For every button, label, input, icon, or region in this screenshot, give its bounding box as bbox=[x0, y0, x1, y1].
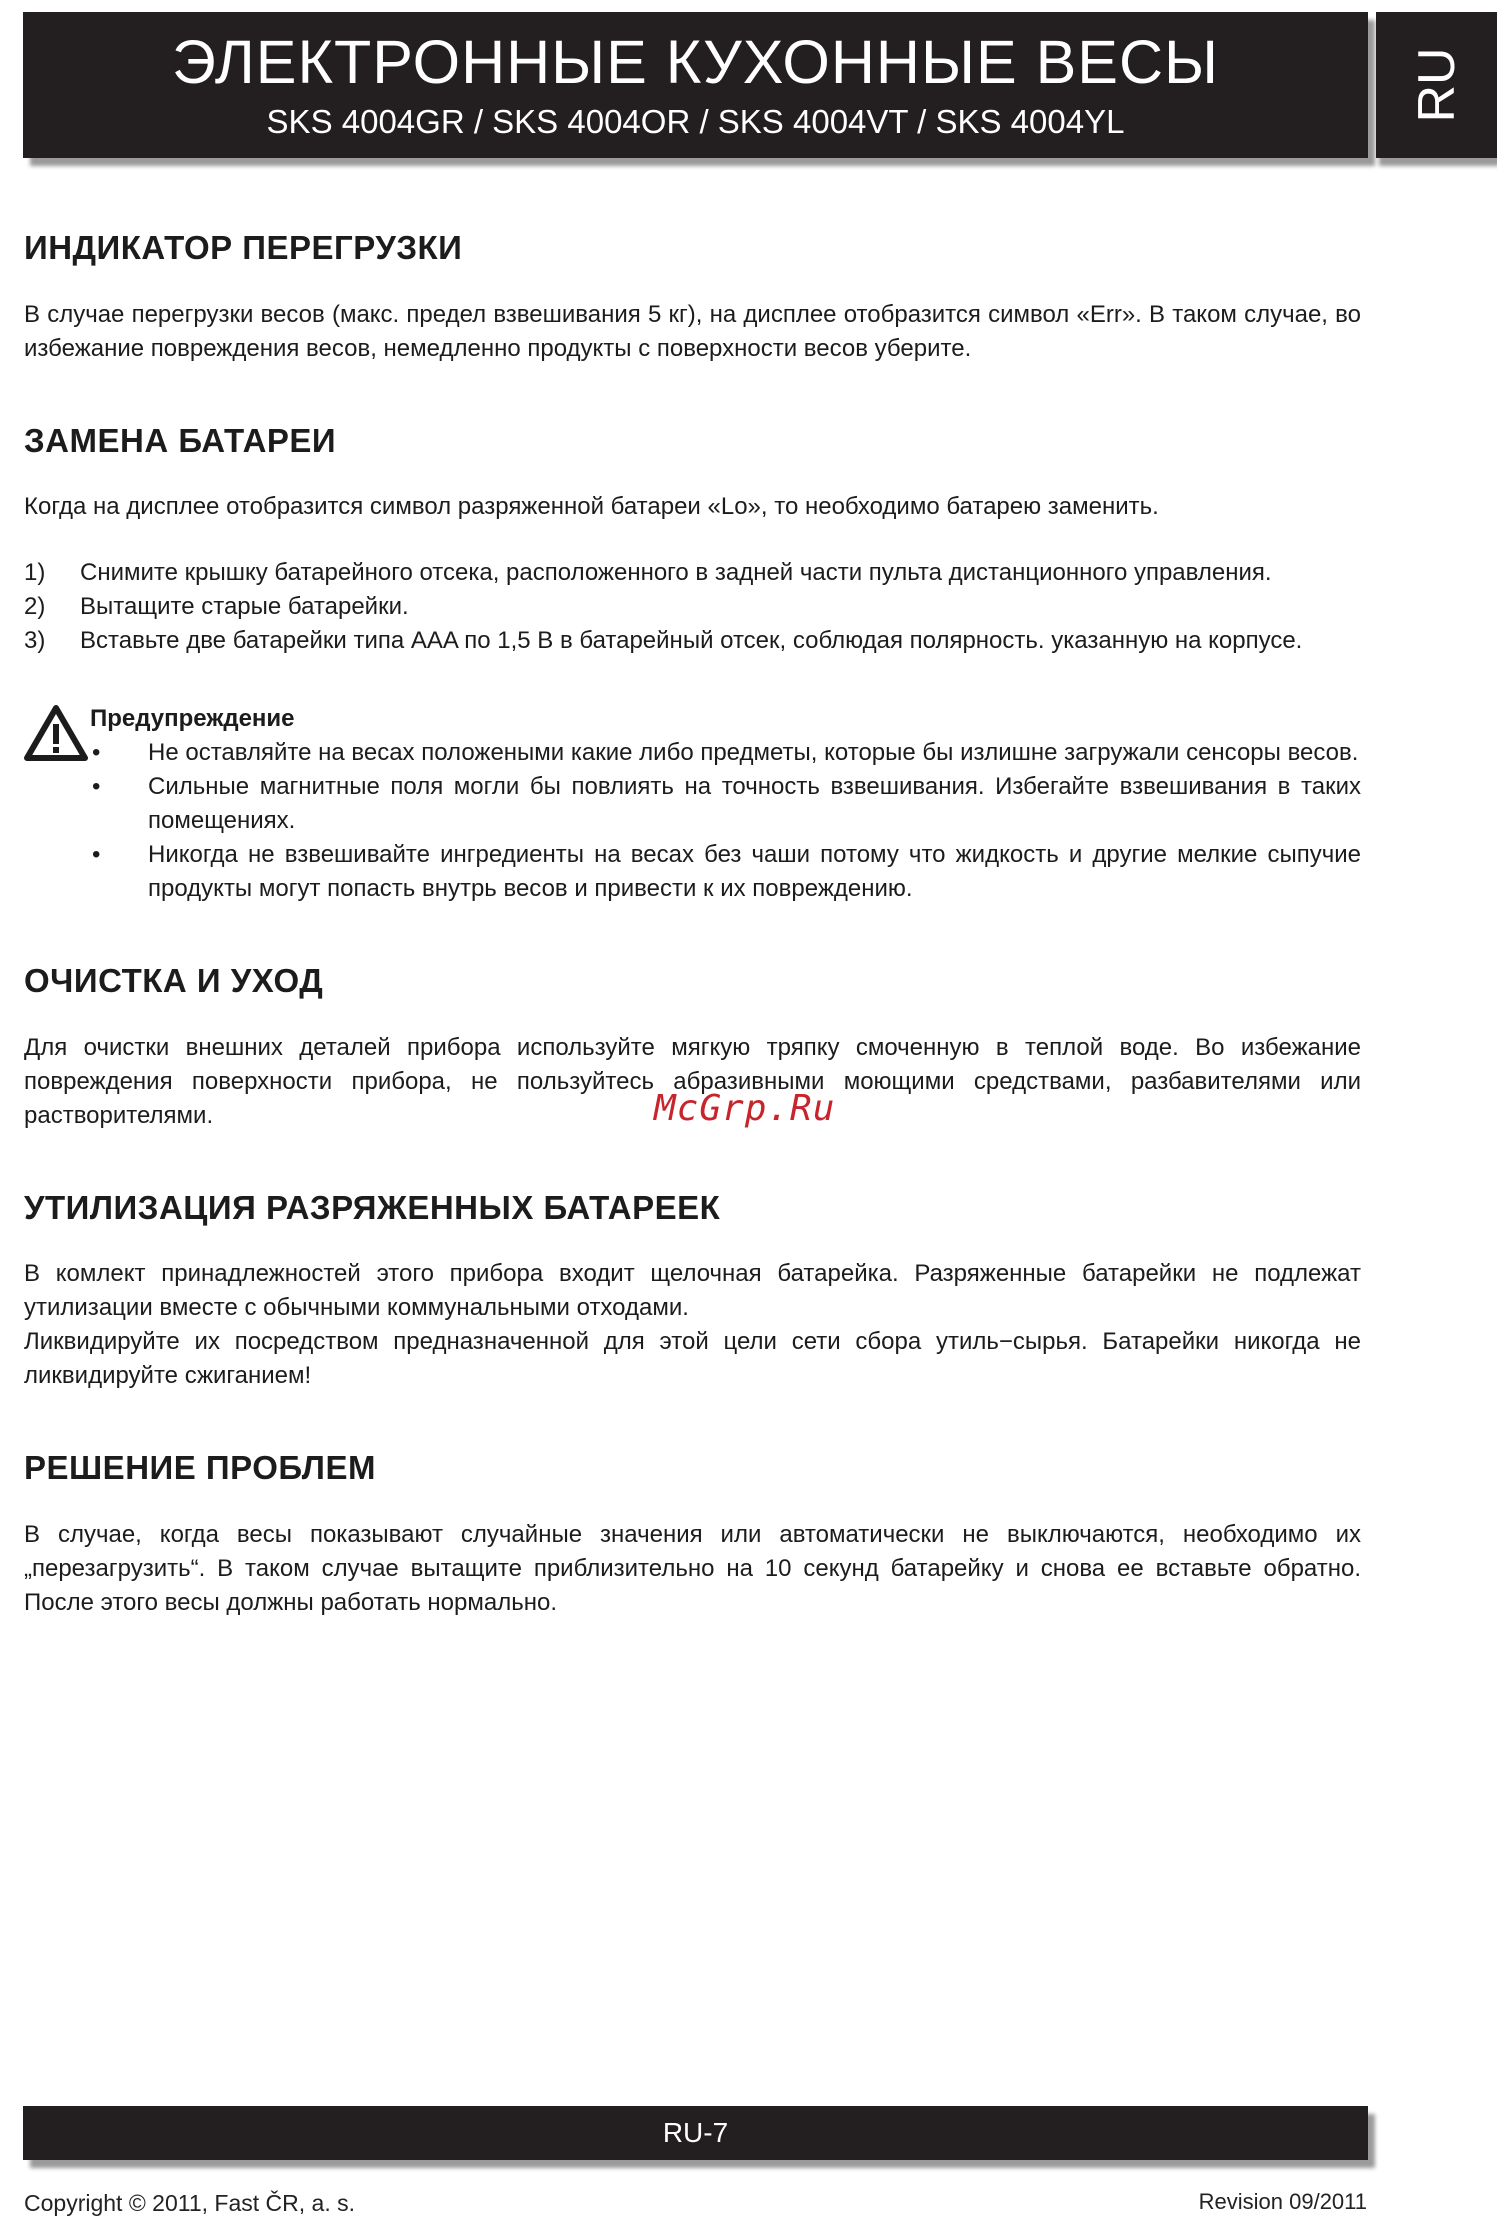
copyright: Copyright © 2011, Fast ČR, a. s. bbox=[24, 2190, 355, 2216]
bullet-text: Сильные магнитные поля могли бы повлиять на точность взвешивания. Избегайте взвешивания в таких помещениях. bbox=[148, 773, 1361, 835]
list-item bbox=[90, 838, 1361, 906]
list-item bbox=[24, 556, 1361, 590]
section-text: Ликвидируйте их посредством предназначенной для этой цели сети сбора утиль−сырья. Батарейки никогда не ликвидируйте сжиганием! bbox=[24, 1328, 1361, 1390]
section-heading: ИНДИКАТОР ПЕРЕГРУЗКИ bbox=[24, 229, 463, 266]
step-number: 3) bbox=[24, 627, 46, 655]
bullet-icon: • bbox=[92, 773, 101, 801]
watermark: McGrp.Ru bbox=[654, 1088, 836, 1129]
list-item bbox=[90, 770, 1361, 838]
step-text: Снимите крышку батарейного отсека, расположенного в задней части пульта дистанционного управления. bbox=[80, 559, 1272, 587]
warning-triangle-icon bbox=[24, 704, 88, 762]
bullet-text: Не оставляйте на весах положеными какие либо предметы, которые бы излишне загружали сенсоры весов. bbox=[148, 739, 1359, 767]
model-numbers: SKS 4004GR / SKS 4004OR / SKS 4004VT / SKS 4004YL bbox=[266, 103, 1125, 140]
language-tab bbox=[1376, 12, 1497, 158]
section-text: В случае перегрузки весов (макс. предел взвешивания 5 кг), на дисплее отобразится символ «Err». В таком случае, во избежание повреждения весов, немедленно продукты с поверхности весов уберите. bbox=[24, 300, 1361, 362]
section-heading: ОЧИСТКА И УХОД bbox=[24, 962, 324, 1000]
section-text: В комлект принадлежностей этого прибора входит щелочная батарейка. Разряженные батарейки не подлежат утилизации вместе с обычными коммунальными отходами. bbox=[24, 1260, 1361, 1322]
section-heading: ЗАМЕНА БАТАРЕИ bbox=[24, 421, 337, 459]
section-overload bbox=[24, 228, 1361, 366]
step-text: Вытащите старые батарейки. bbox=[80, 593, 409, 621]
warning-title: Предупреждение bbox=[90, 705, 295, 733]
page-title: ЭЛЕКТРОННЫЕ КУХОННЫЕ ВЕСЫ bbox=[171, 28, 1220, 96]
section-text: Когда на дисплее отобразится символ разряженной батареи «Lo», то необходимо батарею заменить. bbox=[24, 493, 1159, 521]
step-number: 1) bbox=[24, 559, 46, 587]
section-disposal bbox=[24, 1188, 1361, 1394]
step-number: 2) bbox=[24, 593, 46, 621]
page-header bbox=[23, 12, 1368, 158]
step-text: Вставьте две батарейки типа AAA по 1,5 В в батарейный отсек, соблюдая полярность. указанную на корпусе. bbox=[80, 627, 1303, 655]
list-item bbox=[24, 624, 1361, 658]
warning-block bbox=[24, 702, 1361, 906]
bullet-icon: • bbox=[92, 841, 101, 869]
revision: Revision 09/2011 bbox=[1198, 2189, 1367, 2214]
section-troubleshooting bbox=[24, 1448, 1361, 1620]
language-label: RU bbox=[1407, 47, 1466, 123]
footer-bar bbox=[23, 2106, 1368, 2160]
bullet-text: Никогда не взвешивайте ингредиенты на весах без чаши потому что жидкость и другие мелкие сыпучие продукты могут попасть внутрь весов и привести к их повреждению. bbox=[148, 841, 1361, 903]
battery-steps bbox=[24, 556, 1361, 658]
section-battery bbox=[24, 421, 1361, 907]
page-number: RU-7 bbox=[662, 2117, 729, 2148]
section-text: Для очистки внешних деталей прибора используйте мягкую тряпку смоченную в теплой воде. Во избежание повреждения поверхности прибора, не пользуйтесь абразивными моющими средствами, разбавителями или растворителями. bbox=[24, 1033, 1361, 1129]
section-heading: РЕШЕНИЕ ПРОБЛЕМ bbox=[24, 1449, 376, 1487]
list-item bbox=[90, 736, 1361, 770]
section-text: В случае, когда весы показывают случайные значения или автоматически не выключаются, необходимо их „перезагрузить“. В таком случае вытащите приблизительно на 10 секунд батарейку и снова ее вставьте обратно. После этого весы должны работать нормально. bbox=[24, 1520, 1361, 1616]
section-heading: УТИЛИЗАЦИЯ РАЗРЯЖЕННЫХ БАТАРЕЕК bbox=[24, 1188, 721, 1226]
document-body bbox=[24, 228, 1361, 1675]
bullet-icon: • bbox=[92, 739, 101, 767]
list-item bbox=[24, 590, 1361, 624]
